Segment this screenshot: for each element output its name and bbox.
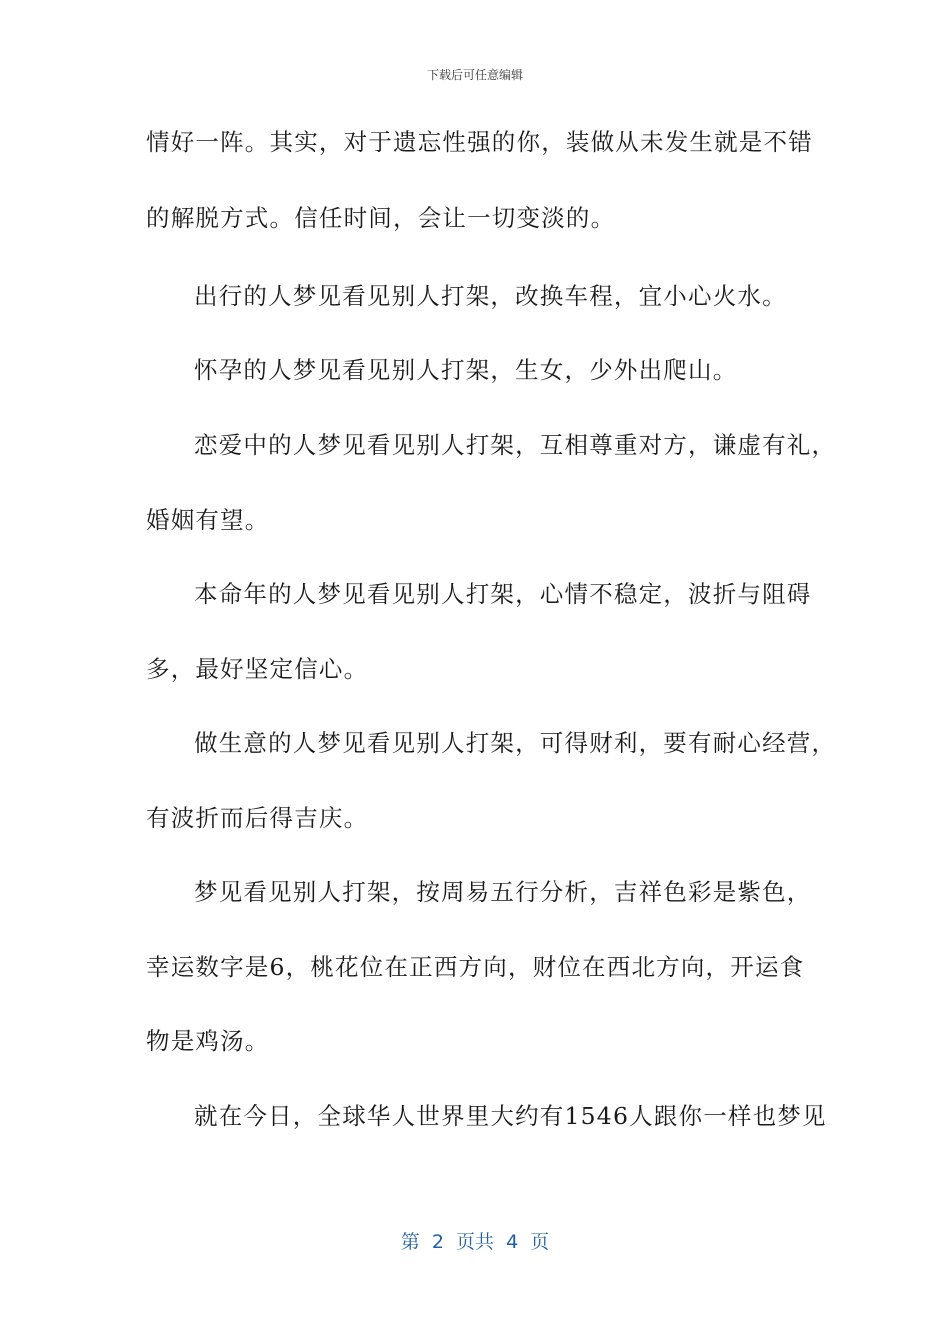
text-line: 物是鸡汤。 (146, 1027, 270, 1055)
paragraph-pregnant: 怀孕的人梦见看见别人打架，生女，少外出爬山。 (194, 356, 738, 384)
text-line: 的解脱方式。信任时间，会让一切变淡的。 (146, 204, 616, 232)
page-number-footer: 第 2 页共 4 页 (400, 1231, 550, 1253)
paragraph-business: 做生意的人梦见看见别人打架，可得财利，要有耐心经营， (194, 729, 837, 757)
paragraph-travel: 出行的人梦见看见别人打架，改换车程，宜小心火水。 (194, 282, 787, 310)
text-line: 有波折而后得吉庆。 (146, 804, 369, 832)
text-line: 情好一阵。其实，对于遗忘性强的你，装做从未发生就是不错 (146, 128, 813, 156)
paragraph-five-elements: 梦见看见别人打架，按周易五行分析，吉祥色彩是紫色， (194, 878, 812, 906)
paragraph-love: 恋爱中的人梦见看见别人打架，互相尊重对方，谦虚有礼， (194, 431, 837, 459)
text-line: 幸运数字是6，桃花位在正西方向，财位在西北方向，开运食 (146, 953, 805, 981)
text-line: 婚姻有望。 (146, 506, 270, 534)
page-header: 下载后可任意编辑 (426, 68, 523, 82)
text-line: 多，最好坚定信心。 (146, 655, 369, 683)
paragraph-today: 就在今日，全球华人世界里大约有1546人跟你一样也梦见 (194, 1102, 827, 1130)
paragraph-zodiac-year: 本命年的人梦见看见别人打架，心情不稳定，波折与阻碍 (194, 580, 812, 608)
